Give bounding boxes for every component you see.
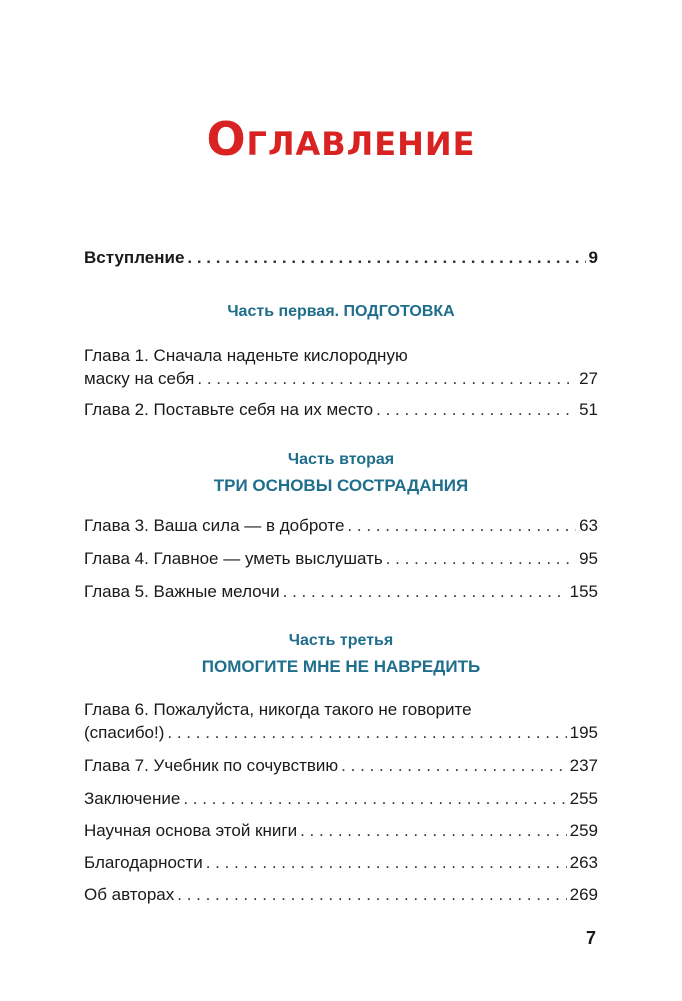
- toc-label: Глава 5. Важные мелочи: [84, 582, 280, 601]
- leader-dots: [283, 580, 567, 603]
- toc-label: Глава 3. Ваша сила — в доброте: [84, 516, 345, 535]
- toc-entry-chapter-4[interactable]: [84, 547, 598, 570]
- leader-dots: [341, 754, 566, 777]
- part-subtitle: ТРИ ОСНОВЫ СОСТРАДАНИЯ: [213, 476, 469, 495]
- toc-label-line2: (спасибо!): [84, 723, 165, 742]
- toc-entry-thanks[interactable]: [84, 851, 598, 874]
- toc-entry-chapter-7[interactable]: [84, 754, 598, 777]
- toc-entry-chapter-1[interactable]: [84, 344, 598, 390]
- toc-page: 9: [588, 248, 598, 267]
- toc-page: 51: [579, 400, 598, 419]
- toc-label: Глава 2. Поставьте себя на их место: [84, 400, 374, 419]
- page-number: 7: [586, 928, 597, 948]
- toc-label: Об авторах: [84, 885, 175, 904]
- toc-label: Благодарности: [84, 853, 203, 872]
- toc-page: 237: [569, 756, 598, 775]
- toc-page: 63: [579, 516, 598, 535]
- part-title: Часть вторая: [287, 451, 395, 468]
- leader-dots: [300, 819, 567, 842]
- toc-entry-science[interactable]: [84, 819, 598, 842]
- toc-page: 263: [569, 853, 598, 872]
- leader-dots: [386, 547, 576, 570]
- toc-label: Глава 4. Главное — уметь выслушать: [84, 549, 383, 568]
- toc-page: 255: [569, 789, 598, 808]
- toc-entry-authors[interactable]: [84, 883, 598, 906]
- toc-label: Заключение: [84, 789, 181, 808]
- leader-dots: [206, 851, 567, 874]
- toc-page: 195: [569, 723, 598, 742]
- toc-page: 95: [579, 549, 598, 568]
- leader-dots: [187, 246, 585, 269]
- leader-dots: [177, 883, 566, 906]
- toc-page: 269: [569, 885, 598, 904]
- toc-entry-chapter-6[interactable]: [84, 698, 598, 744]
- toc-label: Вступление: [84, 248, 185, 267]
- toc-label-line1: Глава 6. Пожалуйста, никогда такого не говорите: [84, 700, 472, 719]
- part-title: Часть третья: [288, 632, 394, 649]
- toc-entry-conclusion[interactable]: [84, 787, 598, 810]
- part-heading-2: [0, 448, 682, 498]
- leader-dots: [183, 787, 566, 810]
- toc-entry-chapter-5[interactable]: [84, 580, 598, 603]
- page-title: Оглавление: [206, 112, 476, 166]
- part-subtitle: ПОМОГИТЕ МНЕ НЕ НАВРЕДИТЬ: [201, 657, 481, 676]
- part-heading-1: Часть первая. ПОДГОТОВКА: [227, 303, 455, 320]
- toc-page: 27: [579, 369, 598, 388]
- toc-page: 259: [569, 821, 598, 840]
- toc-label-line2: маску на себя: [84, 369, 195, 388]
- toc-label: Научная основа этой книги: [84, 821, 298, 840]
- toc-label-line1: Глава 1. Сначала наденьте кислородную: [84, 346, 408, 365]
- part-heading-3: [0, 629, 682, 679]
- toc-entry-chapter-2[interactable]: [84, 398, 598, 421]
- leader-dots: [167, 721, 566, 744]
- toc-label: Глава 7. Учебник по сочувствию: [84, 756, 339, 775]
- leader-dots: [376, 398, 576, 421]
- toc-entry-intro[interactable]: [84, 246, 598, 269]
- leader-dots: [347, 514, 576, 537]
- leader-dots: [197, 367, 576, 390]
- toc-page: 155: [569, 582, 598, 601]
- toc-entry-chapter-3[interactable]: [84, 514, 598, 537]
